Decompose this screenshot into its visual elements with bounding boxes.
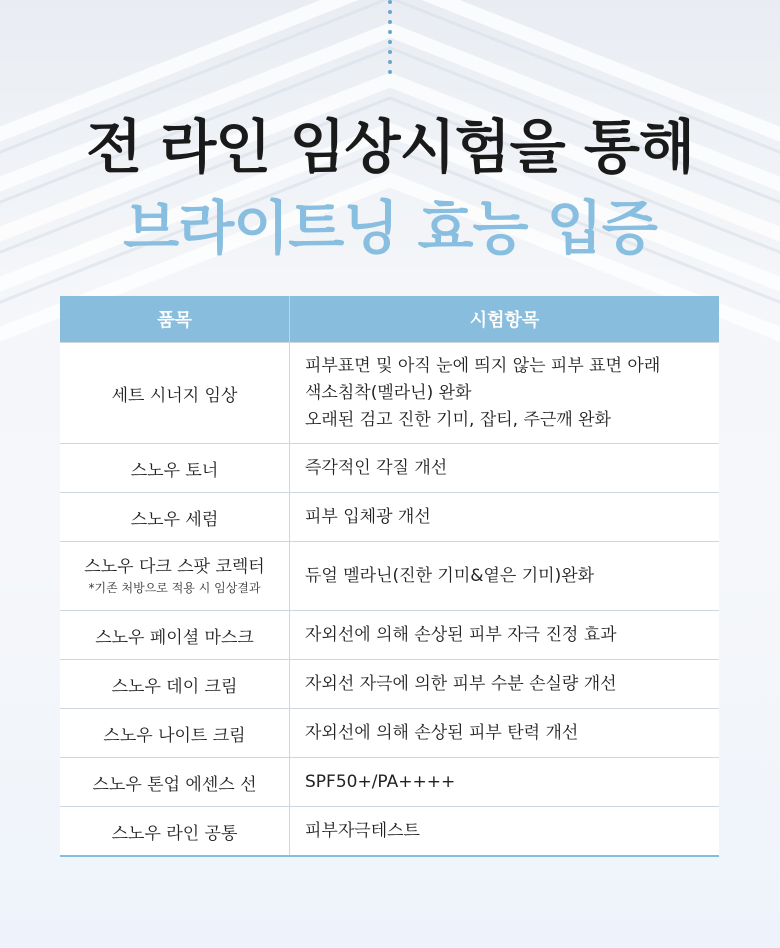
test-line: 피부표면 및 아직 눈에 띄지 않는 피부 표면 아래 xyxy=(305,355,661,376)
table-row xyxy=(60,611,719,660)
product-cell: 세트 시너지 임상 xyxy=(60,343,290,444)
product-cell: 스노우 톤업 에센스 선 xyxy=(60,758,290,807)
test-line: 색소침착(멜라닌) 완화 xyxy=(305,382,472,403)
product-cell: 스노우 토너 xyxy=(60,444,290,493)
table-row xyxy=(60,758,719,807)
test-cell: SPF50+/PA++++ xyxy=(290,758,720,807)
product-name: 스노우 다크 스팟 코렉터 xyxy=(84,557,265,577)
test-cell: 듀얼 멜라닌(진한 기미&옅은 기미)완화 xyxy=(290,542,720,611)
table-row xyxy=(60,343,719,444)
table-row xyxy=(60,807,719,857)
product-cell: 스노우 나이트 크림 xyxy=(60,709,290,758)
test-cell: 피부 입체광 개선 xyxy=(290,493,720,542)
test-cell: 자외선 자극에 의한 피부 수분 손실량 개선 xyxy=(290,660,720,709)
product-cell: 스노우 라인 공통 xyxy=(60,807,290,857)
product-cell xyxy=(60,542,290,611)
test-line: 오래된 검고 진한 기미, 잡티, 주근깨 완화 xyxy=(305,409,611,430)
column-header-product: 품목 xyxy=(60,296,290,343)
test-cell: 자외선에 의해 손상된 피부 탄력 개선 xyxy=(290,709,720,758)
test-cell xyxy=(290,343,720,444)
table-row xyxy=(60,493,719,542)
table-header-row xyxy=(60,296,719,343)
table-row xyxy=(60,444,719,493)
page-subtitle: 브라이트닝 효능 입증 xyxy=(123,194,657,262)
column-header-test: 시험항목 xyxy=(290,296,720,343)
product-note: *기존 처방으로 적용 시 임상결과 xyxy=(88,581,261,595)
test-cell: 즉각적인 각질 개선 xyxy=(290,444,720,493)
product-cell: 스노우 페이셜 마스크 xyxy=(60,611,290,660)
table-row xyxy=(60,542,719,611)
clinical-test-table xyxy=(60,296,719,857)
test-cell: 자외선에 의해 손상된 피부 자극 진정 효과 xyxy=(290,611,720,660)
table-row xyxy=(60,709,719,758)
product-cell: 스노우 데이 크림 xyxy=(60,660,290,709)
test-cell: 피부자극테스트 xyxy=(290,807,720,857)
table-row xyxy=(60,660,719,709)
dotted-divider xyxy=(387,0,393,80)
page-title: 전 라인 임상시험을 통해 xyxy=(86,113,694,181)
product-cell: 스노우 세럼 xyxy=(60,493,290,542)
